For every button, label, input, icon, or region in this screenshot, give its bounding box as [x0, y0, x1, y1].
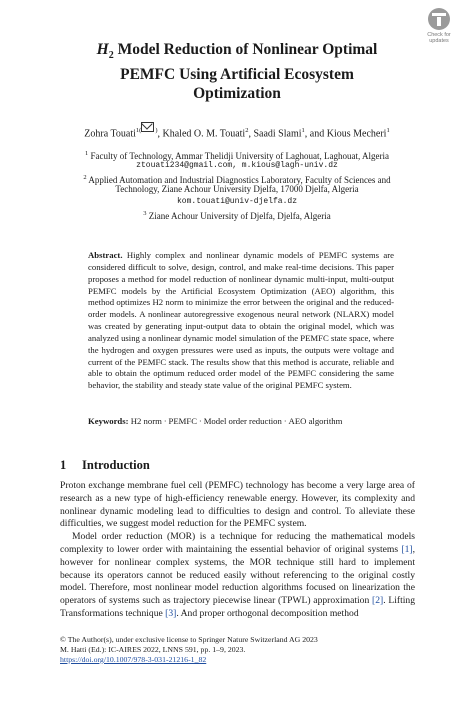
check-for-updates-badge[interactable] [419, 8, 459, 52]
author-name: , Saadi Slami [248, 128, 302, 140]
affiliation-2-cont: Technology, Ziane Achour University Djelfa, 17000 Djelfa, Algeria [115, 184, 359, 194]
affiliation-2-email[interactable]: kom.touati@univ-djelfa.dz [176, 197, 298, 206]
doi-link[interactable]: https://doi.org/10.1007/978-3-031-21216-1_82 [60, 655, 207, 664]
affiliation-3: $^3$ Ziane Achour University of Djelfa, Djelfa, Algeria [143, 210, 331, 221]
author-name: , Khaled O. M. Touati [157, 128, 246, 140]
keyword: H2 norm [130, 416, 162, 426]
author-name: , and Kious Mecheri [304, 128, 387, 140]
title-line-2: PEMFC Using Artificial Ecosystem [120, 66, 354, 84]
section-number: 1 [60, 458, 67, 472]
paragraph: Model order reduction (MOR) is a technique for reducing the mathematical models complexity to lower order with maintaining the essential behavior of original systems [1], however for nonlinear complex systems, the MOR technique still hard to implement because its operators cannot be reduced easily without referencing to the original costly model. Therefore, most nonlinear model reduction algorithms focused on linearization the operators of systems such as trajectory piecewise linear (TPWL) approximation [2]. Lifting Transformations technique [3]. And proper orthogonal decomposition method [60, 531, 415, 619]
abstract [88, 250, 394, 392]
section-heading [60, 458, 150, 473]
citation-line: M. Hatti (Ed.): IC-AIRES 2022, LNNS 591, pp. 1–9, 2023. [60, 645, 246, 654]
paper-title [60, 40, 414, 103]
author-list: Zohra Touati$^{1( )}$, Khaled O. M. Touati$^2$, Saadi Slami$^1$, and Kious Mecheri$^1$ [40, 122, 434, 140]
keywords: Keywords: H2 norm · PEMFC · Model order reduction · AEO algorithm [88, 416, 343, 426]
keyword: PEMFC [168, 416, 198, 426]
author-name: Zohra Touati [84, 128, 136, 140]
email-icon[interactable] [141, 122, 154, 132]
title-line-1: $H_2$ Model Reduction of Nonlinear Optimal [96, 41, 378, 62]
check-for-updates-label: Check for updates [427, 32, 451, 44]
affiliation-1-emails[interactable]: ztouati234@gmail.com, m.kious@lagh-univ.dz [136, 161, 338, 170]
affiliation-2: $^2$ Applied Automation and Industrial Diagnostics Laboratory, Faculty of Sciences and [83, 174, 391, 185]
copyright-footer [60, 635, 318, 665]
body-text [60, 480, 415, 621]
check-for-updates-icon [428, 8, 450, 30]
keyword: AEO algorithm [288, 416, 343, 426]
section-title: Introduction [82, 458, 150, 472]
citation-link[interactable]: [2] [372, 595, 384, 607]
keywords-label: Keywords: [88, 416, 129, 426]
citation-link[interactable]: [1] [401, 543, 413, 555]
abstract-text: Highly complex and nonlinear dynamic models of PEMFC systems are considered difficult to solve, design, control, and make real-time decisions. This paper proposes a method for model reduction of nonlinear dynamic multi-input, multi-output PEMFC models by the Artificial Ecosystem Optimization (AEO) algorithm, this method optimizes H2 norm to minimize the error between the original and the reduced-order models. A nonlinear autoregressive exogenous neural network (NLARX) model was created by generating input-output data to obtain the original model, which was analyzed using a nonlinear dynamic model simulation of the PEMFC state space, where the hydrogen and oxygen pressures were used as inputs, the outputs were voltage and current of the PEMFC stack. The results show that this method is accurate, reliable and able to obtain the optimum reduced order model of the PEMFC considering the same behavior, the stability and steady state value of the original PEMFC system. [88, 250, 394, 391]
abstract-label: Abstract. [88, 250, 123, 260]
keyword: Model order reduction [203, 416, 282, 426]
title-line-3: Optimization [193, 85, 281, 103]
citation-link[interactable]: [3] [165, 607, 177, 619]
copyright-line: © The Author(s), under exclusive license to Springer Nature Switzerland AG 2023 [60, 635, 318, 644]
affiliation-1: $^1$ Faculty of Technology, Ammar Thelidji University of Laghouat, Laghouat, Algeria [85, 150, 389, 161]
paragraph: Proton exchange membrane fuel cell (PEMFC) technology has become a very large area of research as a new type of high-efficiency renewable energy. However, its complexity and nonlinear dynamic modeling lead to difficulties to design and control. To alleviate these difficulties, we suggest model reduction for the PEMFC system. [60, 480, 415, 530]
